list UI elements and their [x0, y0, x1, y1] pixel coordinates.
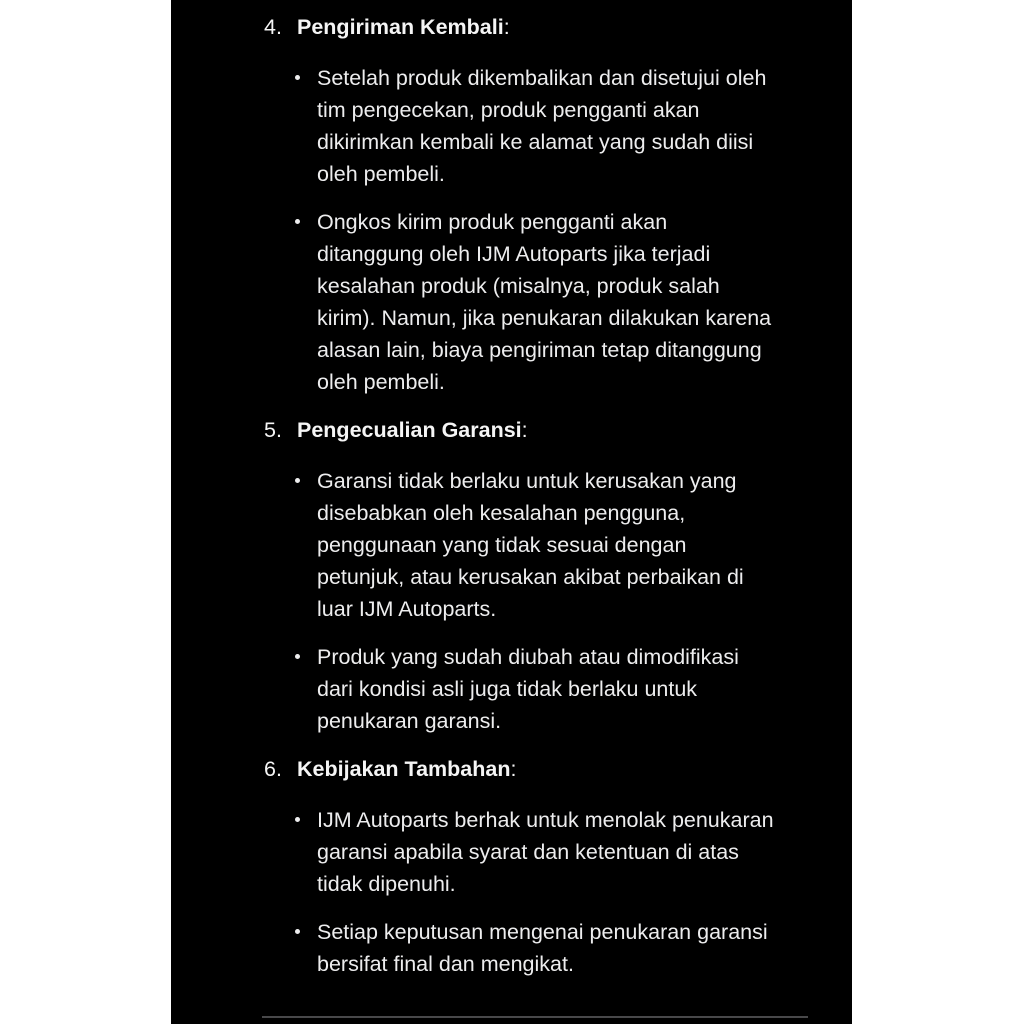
bullet-item — [171, 465, 852, 625]
section-number: 4. — [264, 15, 282, 39]
bullet-text-line: kesalahan produk (misalnya, produk salah — [317, 274, 720, 298]
bullet-dot-icon — [295, 929, 300, 934]
bullet-dot-icon — [295, 817, 300, 822]
bullet-text — [317, 465, 852, 625]
bullet-text-line: petunjuk, atau kerusakan akibat perbaikan di — [317, 565, 744, 589]
bullet-text-line: tidak dipenuhi. — [317, 872, 456, 896]
policy-document-panel — [171, 0, 852, 1024]
bullet-item — [171, 62, 852, 190]
bullet-text-line: penggunaan yang tidak sesuai dengan — [317, 533, 687, 557]
bullet-item — [171, 916, 852, 980]
bullet-text-line: tim pengecekan, produk pengganti akan — [317, 98, 700, 122]
bullet-item — [171, 641, 852, 737]
bullet-dot-icon — [295, 75, 300, 80]
section-title: Pengiriman Kembali — [297, 15, 504, 39]
bullet-text-line: disebabkan oleh kesalahan pengguna, — [317, 501, 686, 525]
bullet-item — [171, 804, 852, 900]
bullet-text-line: luar IJM Autoparts. — [317, 597, 497, 621]
section-number: 6. — [264, 757, 282, 781]
bullet-text-line: kirim). Namun, jika penukaran dilakukan karena — [317, 306, 772, 330]
section-heading — [171, 11, 852, 43]
section-title-suffix: : — [503, 15, 510, 39]
bullet-dot-icon — [295, 654, 300, 659]
bullet-dot-icon — [295, 478, 300, 483]
bullet-text-line: ditanggung oleh IJM Autoparts jika terjadi — [317, 242, 711, 266]
bullet-dot-icon — [295, 219, 300, 224]
bullet-text — [317, 641, 852, 737]
bullet-text-line: bersifat final dan mengikat. — [317, 952, 574, 976]
bullet-text — [317, 206, 852, 398]
policy-section-5 — [171, 414, 852, 737]
section-title: Pengecualian Garansi — [297, 418, 522, 442]
bullet-text-line: Ongkos kirim produk pengganti akan — [317, 210, 668, 234]
bullet-text-line: Produk yang sudah diubah atau dimodifikasi — [317, 645, 739, 669]
policy-section-4 — [171, 11, 852, 398]
bullet-text-line: Garansi tidak berlaku untuk kerusakan yang — [317, 469, 737, 493]
section-number: 5. — [264, 418, 282, 442]
bullet-text-line: IJM Autoparts berhak untuk menolak penukaran — [317, 808, 774, 832]
bullet-text-line: Setiap keputusan mengenai penukaran garansi — [317, 920, 768, 944]
section-title-suffix: : — [510, 757, 517, 781]
bullet-text-line: oleh pembeli. — [317, 370, 445, 394]
section-title: Kebijakan Tambahan — [297, 757, 511, 781]
bullet-text — [317, 804, 852, 900]
bullet-text — [317, 62, 852, 190]
section-heading — [171, 753, 852, 785]
bullet-text-line: dari kondisi asli juga tidak berlaku untuk — [317, 677, 698, 701]
bullet-text-line: Setelah produk dikembalikan dan disetujui oleh — [317, 66, 767, 90]
section-heading — [171, 414, 852, 446]
bullet-text-line: penukaran garansi. — [317, 709, 502, 733]
section-title-suffix: : — [521, 418, 528, 442]
policy-section-6 — [171, 753, 852, 980]
bullet-text-line: dikirimkan kembali ke alamat yang sudah diisi — [317, 130, 754, 154]
bullet-text-line: garansi apabila syarat dan ketentuan di atas — [317, 840, 739, 864]
section-divider — [262, 1016, 808, 1018]
bullet-text-line: alasan lain, biaya pengiriman tetap ditanggung — [317, 338, 762, 362]
bullet-item — [171, 206, 852, 398]
bullet-text — [317, 916, 852, 980]
policy-sections — [171, 11, 852, 980]
bullet-text-line: oleh pembeli. — [317, 162, 445, 186]
